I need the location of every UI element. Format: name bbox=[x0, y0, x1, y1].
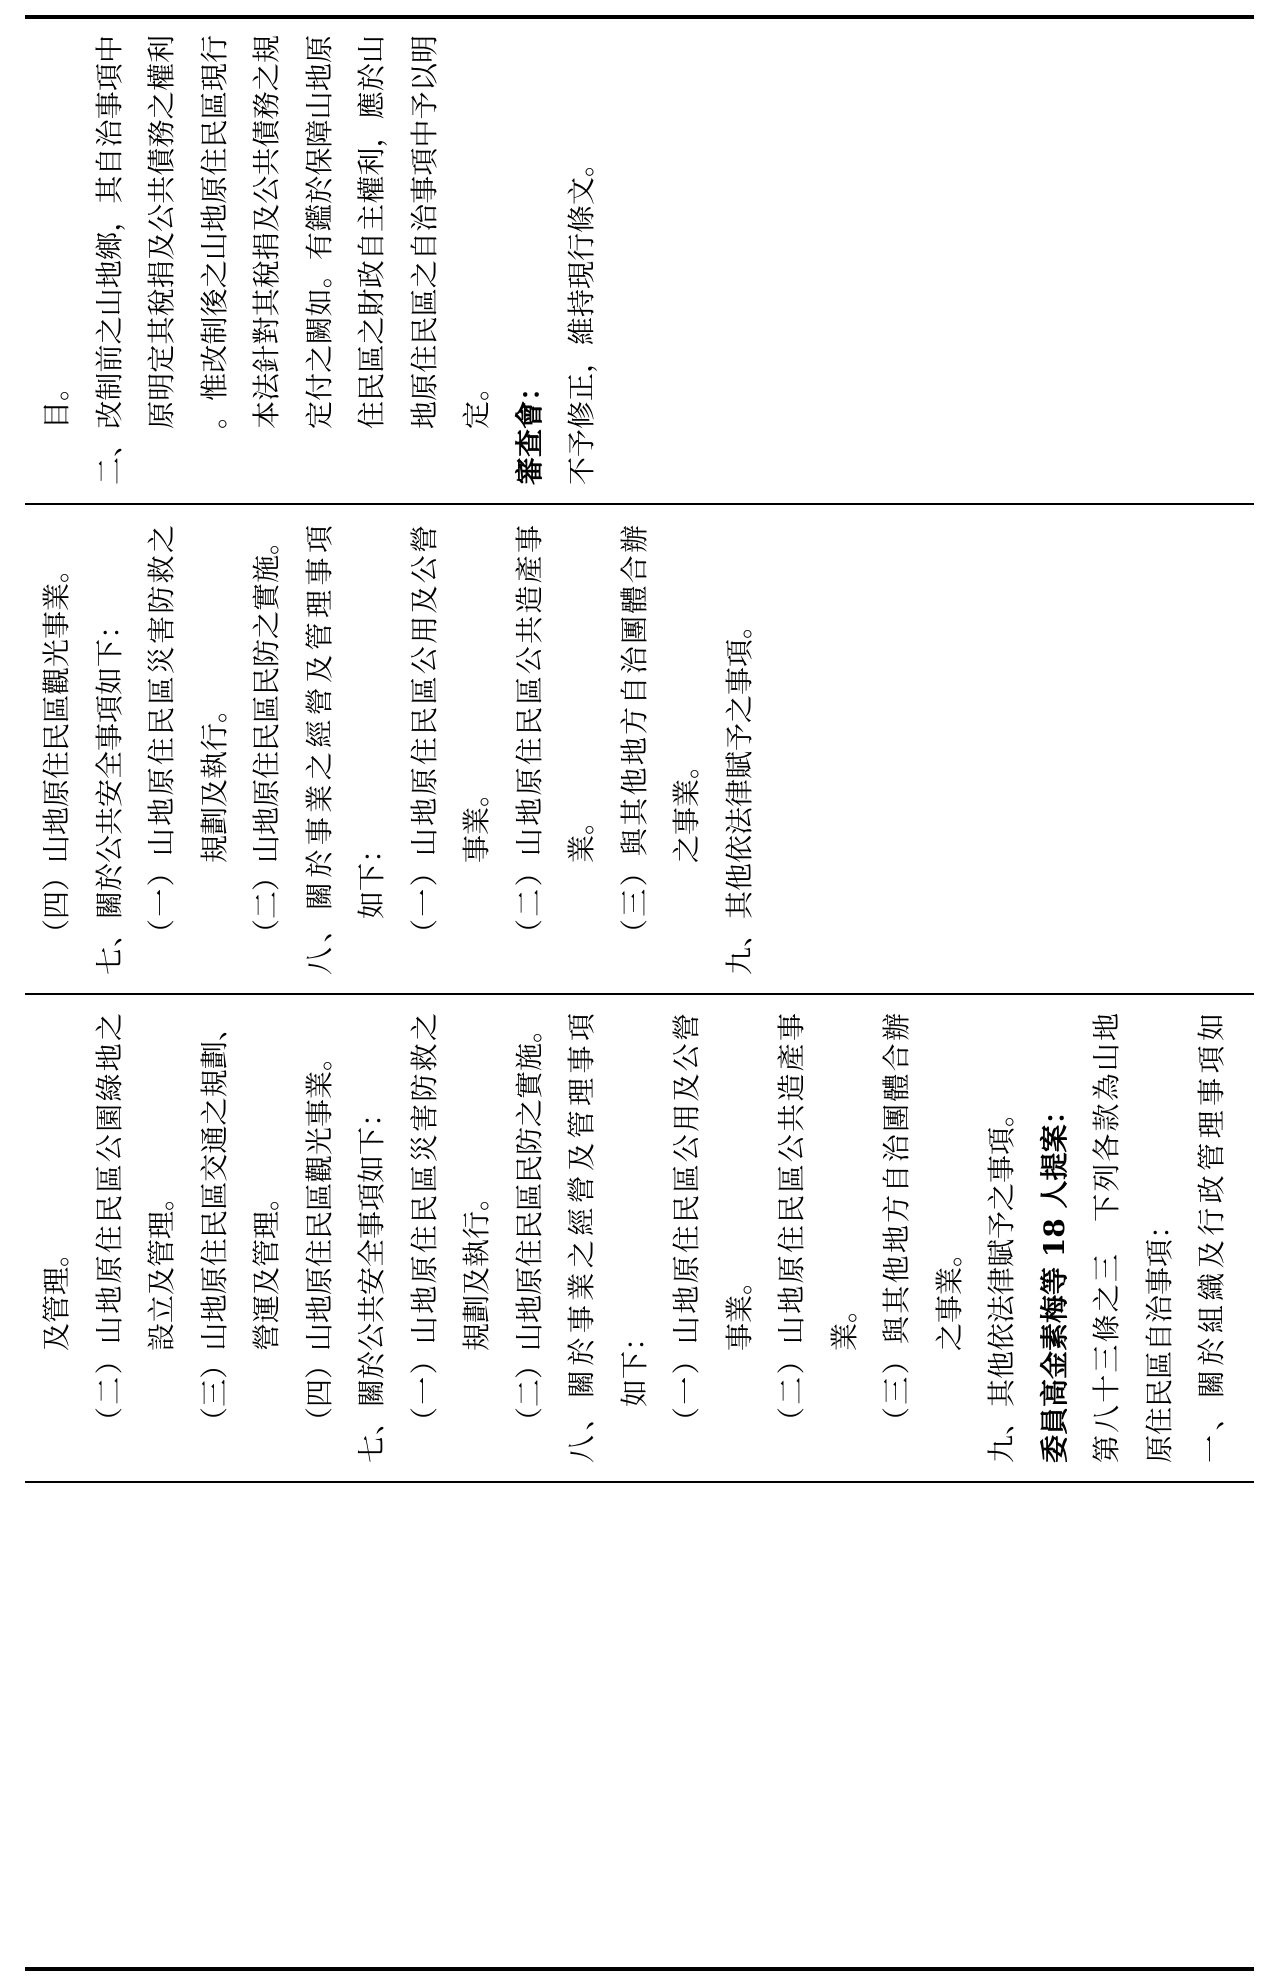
text-line: 目。 bbox=[40, 372, 73, 429]
text-line: 原住民區自治事項： bbox=[1142, 1210, 1176, 1463]
text-line: （一）山地原住民區公用及公營 bbox=[407, 525, 441, 947]
text-line: 規劃及執行。 bbox=[460, 1182, 493, 1351]
review-committee-heading: 審查會： bbox=[512, 372, 546, 485]
text-line: 九、其他依法律賦予之事項。 bbox=[985, 1098, 1018, 1463]
text-line: 原明定其稅捐及公共債務之權利 bbox=[145, 35, 178, 429]
column-rule bbox=[25, 993, 1254, 995]
proposal-heading: 委員高金素梅等 18 人提案： bbox=[1037, 1096, 1071, 1463]
text-line: （三）與其他地方自治團體合辦 bbox=[617, 525, 651, 947]
text-line: （一）山地原住民區公用及公營 bbox=[670, 1013, 703, 1435]
text-line: （二）山地原住民區公共造產事 bbox=[512, 525, 546, 947]
text-line: 住民區之財政自主權利，應於山 bbox=[355, 35, 388, 429]
text-line: 如下： bbox=[617, 1322, 651, 1407]
text-line: （三）山地原住民區交通之規劃、 bbox=[197, 1013, 231, 1435]
text-line: （二）山地原住民區公共造產事 bbox=[775, 1013, 808, 1435]
text-line: 九、其他依法律賦予之事項。 bbox=[722, 610, 756, 975]
text-line: 八、關於事業之經營及管理事項 bbox=[302, 525, 336, 975]
text-line: （四）山地原住民區觀光事業。 bbox=[40, 554, 73, 947]
text-line: 定付之闕如。有鑑於保障山地原 bbox=[302, 35, 336, 429]
text-line: 營運及管理。 bbox=[250, 1182, 283, 1351]
text-line: （一）山地原住民區災害防救之 bbox=[407, 1013, 441, 1435]
text-line: 業。 bbox=[827, 1294, 861, 1351]
text-line: 地原住民區之自治事項中予以明 bbox=[407, 35, 441, 429]
text-line: 七、關於公共安全事項如下： bbox=[355, 1098, 388, 1463]
text-line: 七、關於公共安全事項如下： bbox=[92, 610, 126, 975]
text-line: 本法針對其稅捐及公共債務之規 bbox=[250, 35, 283, 429]
text-line: 如下： bbox=[355, 834, 388, 919]
column-rule bbox=[25, 503, 1254, 505]
explanation-column bbox=[31, 35, 609, 485]
text-line: 二、改制前之山地鄉，其自治事項中 bbox=[92, 35, 126, 485]
text-line: （三）與其他地方自治團體合辦 bbox=[880, 1013, 913, 1435]
proposal-column bbox=[31, 1013, 1239, 1463]
current-text-column bbox=[31, 525, 766, 975]
text-line: 及管理。 bbox=[40, 1238, 73, 1351]
text-line: 一、關於組織及行政管理事項如 bbox=[1195, 1013, 1228, 1463]
column-rule bbox=[25, 15, 1254, 19]
text-line: 業。 bbox=[565, 806, 598, 863]
text-line: （二）山地原住民區公園綠地之 bbox=[92, 1013, 126, 1435]
text-line: 之事業。 bbox=[670, 750, 703, 863]
column-rule bbox=[25, 1967, 1254, 1971]
text-line: 。惟改制後之山地原住民區現行 bbox=[197, 35, 231, 429]
text-line: （四）山地原住民區觀光事業。 bbox=[302, 1042, 336, 1435]
text-line: （二）山地原住民區民防之實施。 bbox=[250, 526, 283, 947]
text-line: 事業。 bbox=[460, 778, 493, 863]
text-line: 規劃及執行。 bbox=[197, 694, 231, 863]
text-line: （二）山地原住民區民防之實施。 bbox=[512, 1014, 546, 1435]
text-line: 第八十三條之三 下列各款為山地 bbox=[1090, 1013, 1123, 1463]
text-line: 八、關於事業之經營及管理事項 bbox=[565, 1013, 598, 1463]
text-line: 設立及管理。 bbox=[145, 1182, 178, 1351]
text-line: 不予修正，維持現行條文。 bbox=[565, 148, 598, 485]
column-rule bbox=[25, 1481, 1254, 1483]
text-line: 定。 bbox=[460, 372, 493, 429]
text-line: （一）山地原住民區災害防救之 bbox=[145, 525, 178, 947]
text-line: 之事業。 bbox=[932, 1238, 966, 1351]
text-line: 事業。 bbox=[722, 1266, 756, 1351]
